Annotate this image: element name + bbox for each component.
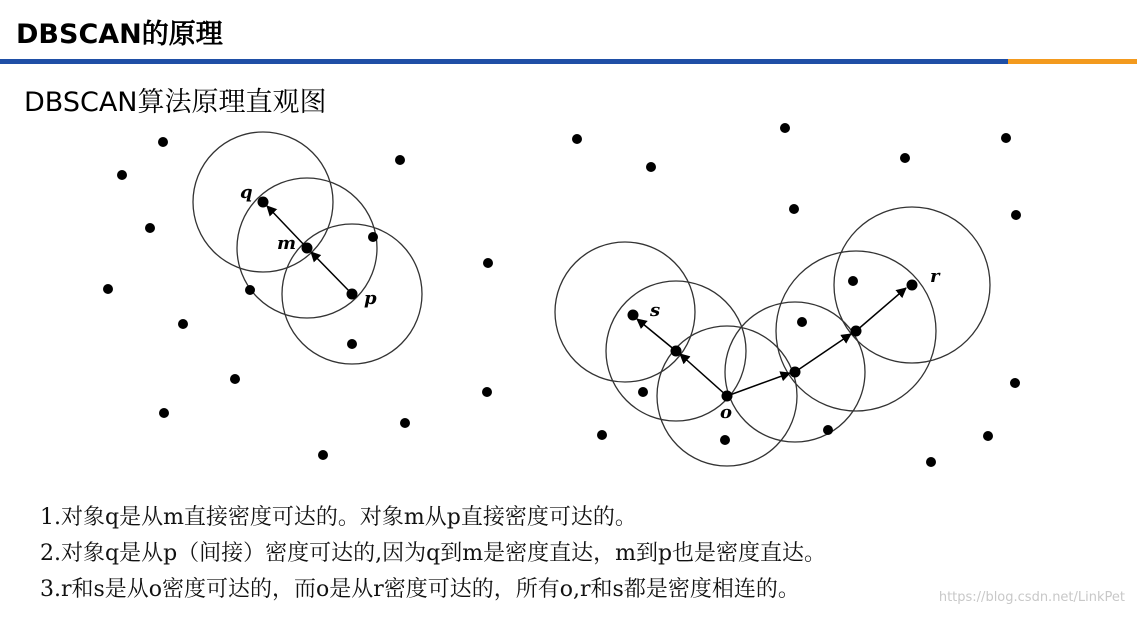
data-point xyxy=(145,223,155,233)
data-point xyxy=(848,276,858,286)
data-points xyxy=(103,123,1021,467)
data-point xyxy=(1011,210,1021,220)
point-o xyxy=(722,391,733,402)
data-point xyxy=(597,430,607,440)
data-point xyxy=(159,408,169,418)
arrow-p-to-m xyxy=(311,252,352,294)
watermark: https://blog.csdn.net/LinkPet xyxy=(938,590,1125,605)
data-point xyxy=(178,319,188,329)
data-point xyxy=(983,431,993,441)
caption-line-3: 3.r和s是从o密度可达的，而o是从r密度可达的，所有o,r和s都是密度相连的。 xyxy=(40,577,800,602)
data-point xyxy=(1010,378,1020,388)
arrow-n1-to-s xyxy=(637,319,676,351)
point-n2 xyxy=(790,367,801,378)
data-point xyxy=(797,317,807,327)
data-point xyxy=(483,258,493,268)
page-title: DBSCAN的原理 xyxy=(16,19,223,50)
data-point xyxy=(638,387,648,397)
point-n3 xyxy=(851,326,862,337)
data-point xyxy=(926,457,936,467)
data-point xyxy=(368,232,378,242)
title-rule-blue xyxy=(0,59,1008,64)
caption-line-1: 1.对象q是从m直接密度可达的。对象m从p直接密度可达的。 xyxy=(40,505,637,530)
data-point xyxy=(900,153,910,163)
point-r xyxy=(907,280,918,291)
data-point xyxy=(823,425,833,435)
data-point xyxy=(646,162,656,172)
label-s: s xyxy=(650,300,661,321)
label-m: m xyxy=(277,233,297,254)
data-point xyxy=(158,137,168,147)
arrow-n2-to-n3 xyxy=(795,334,851,372)
label-p: p xyxy=(364,288,377,309)
label-o: o xyxy=(720,402,733,423)
data-point xyxy=(318,450,328,460)
diagram-subtitle: DBSCAN算法原理直观图 xyxy=(24,87,327,118)
data-point xyxy=(572,134,582,144)
data-point xyxy=(103,284,113,294)
data-point xyxy=(347,339,357,349)
title-rule-orange xyxy=(1008,59,1137,64)
data-point xyxy=(395,155,405,165)
data-point xyxy=(117,170,127,180)
arrow-o-to-n1 xyxy=(680,354,727,396)
point-m xyxy=(302,243,313,254)
arrow-o-to-n2 xyxy=(727,373,790,396)
caption-line-2: 2.对象q是从p（间接）密度可达的,因为q到m是密度直达，m到p也是密度直达。 xyxy=(40,541,827,566)
right-neighborhoods xyxy=(555,207,990,466)
data-point xyxy=(400,418,410,428)
point-n1 xyxy=(671,346,682,357)
data-point xyxy=(245,285,255,295)
point-s xyxy=(628,310,639,321)
eps-circle-s xyxy=(555,242,695,382)
data-point xyxy=(789,204,799,214)
dbscan-diagram xyxy=(0,110,1137,495)
point-p xyxy=(347,289,358,300)
label-r: r xyxy=(930,266,940,287)
arrow-n3-to-r xyxy=(856,288,906,331)
data-point xyxy=(720,435,730,445)
data-point xyxy=(1001,133,1011,143)
point-q xyxy=(258,197,269,208)
data-point xyxy=(780,123,790,133)
title-bar xyxy=(0,0,1137,62)
data-point xyxy=(482,387,492,397)
data-point xyxy=(230,374,240,384)
label-q: q xyxy=(240,182,253,203)
